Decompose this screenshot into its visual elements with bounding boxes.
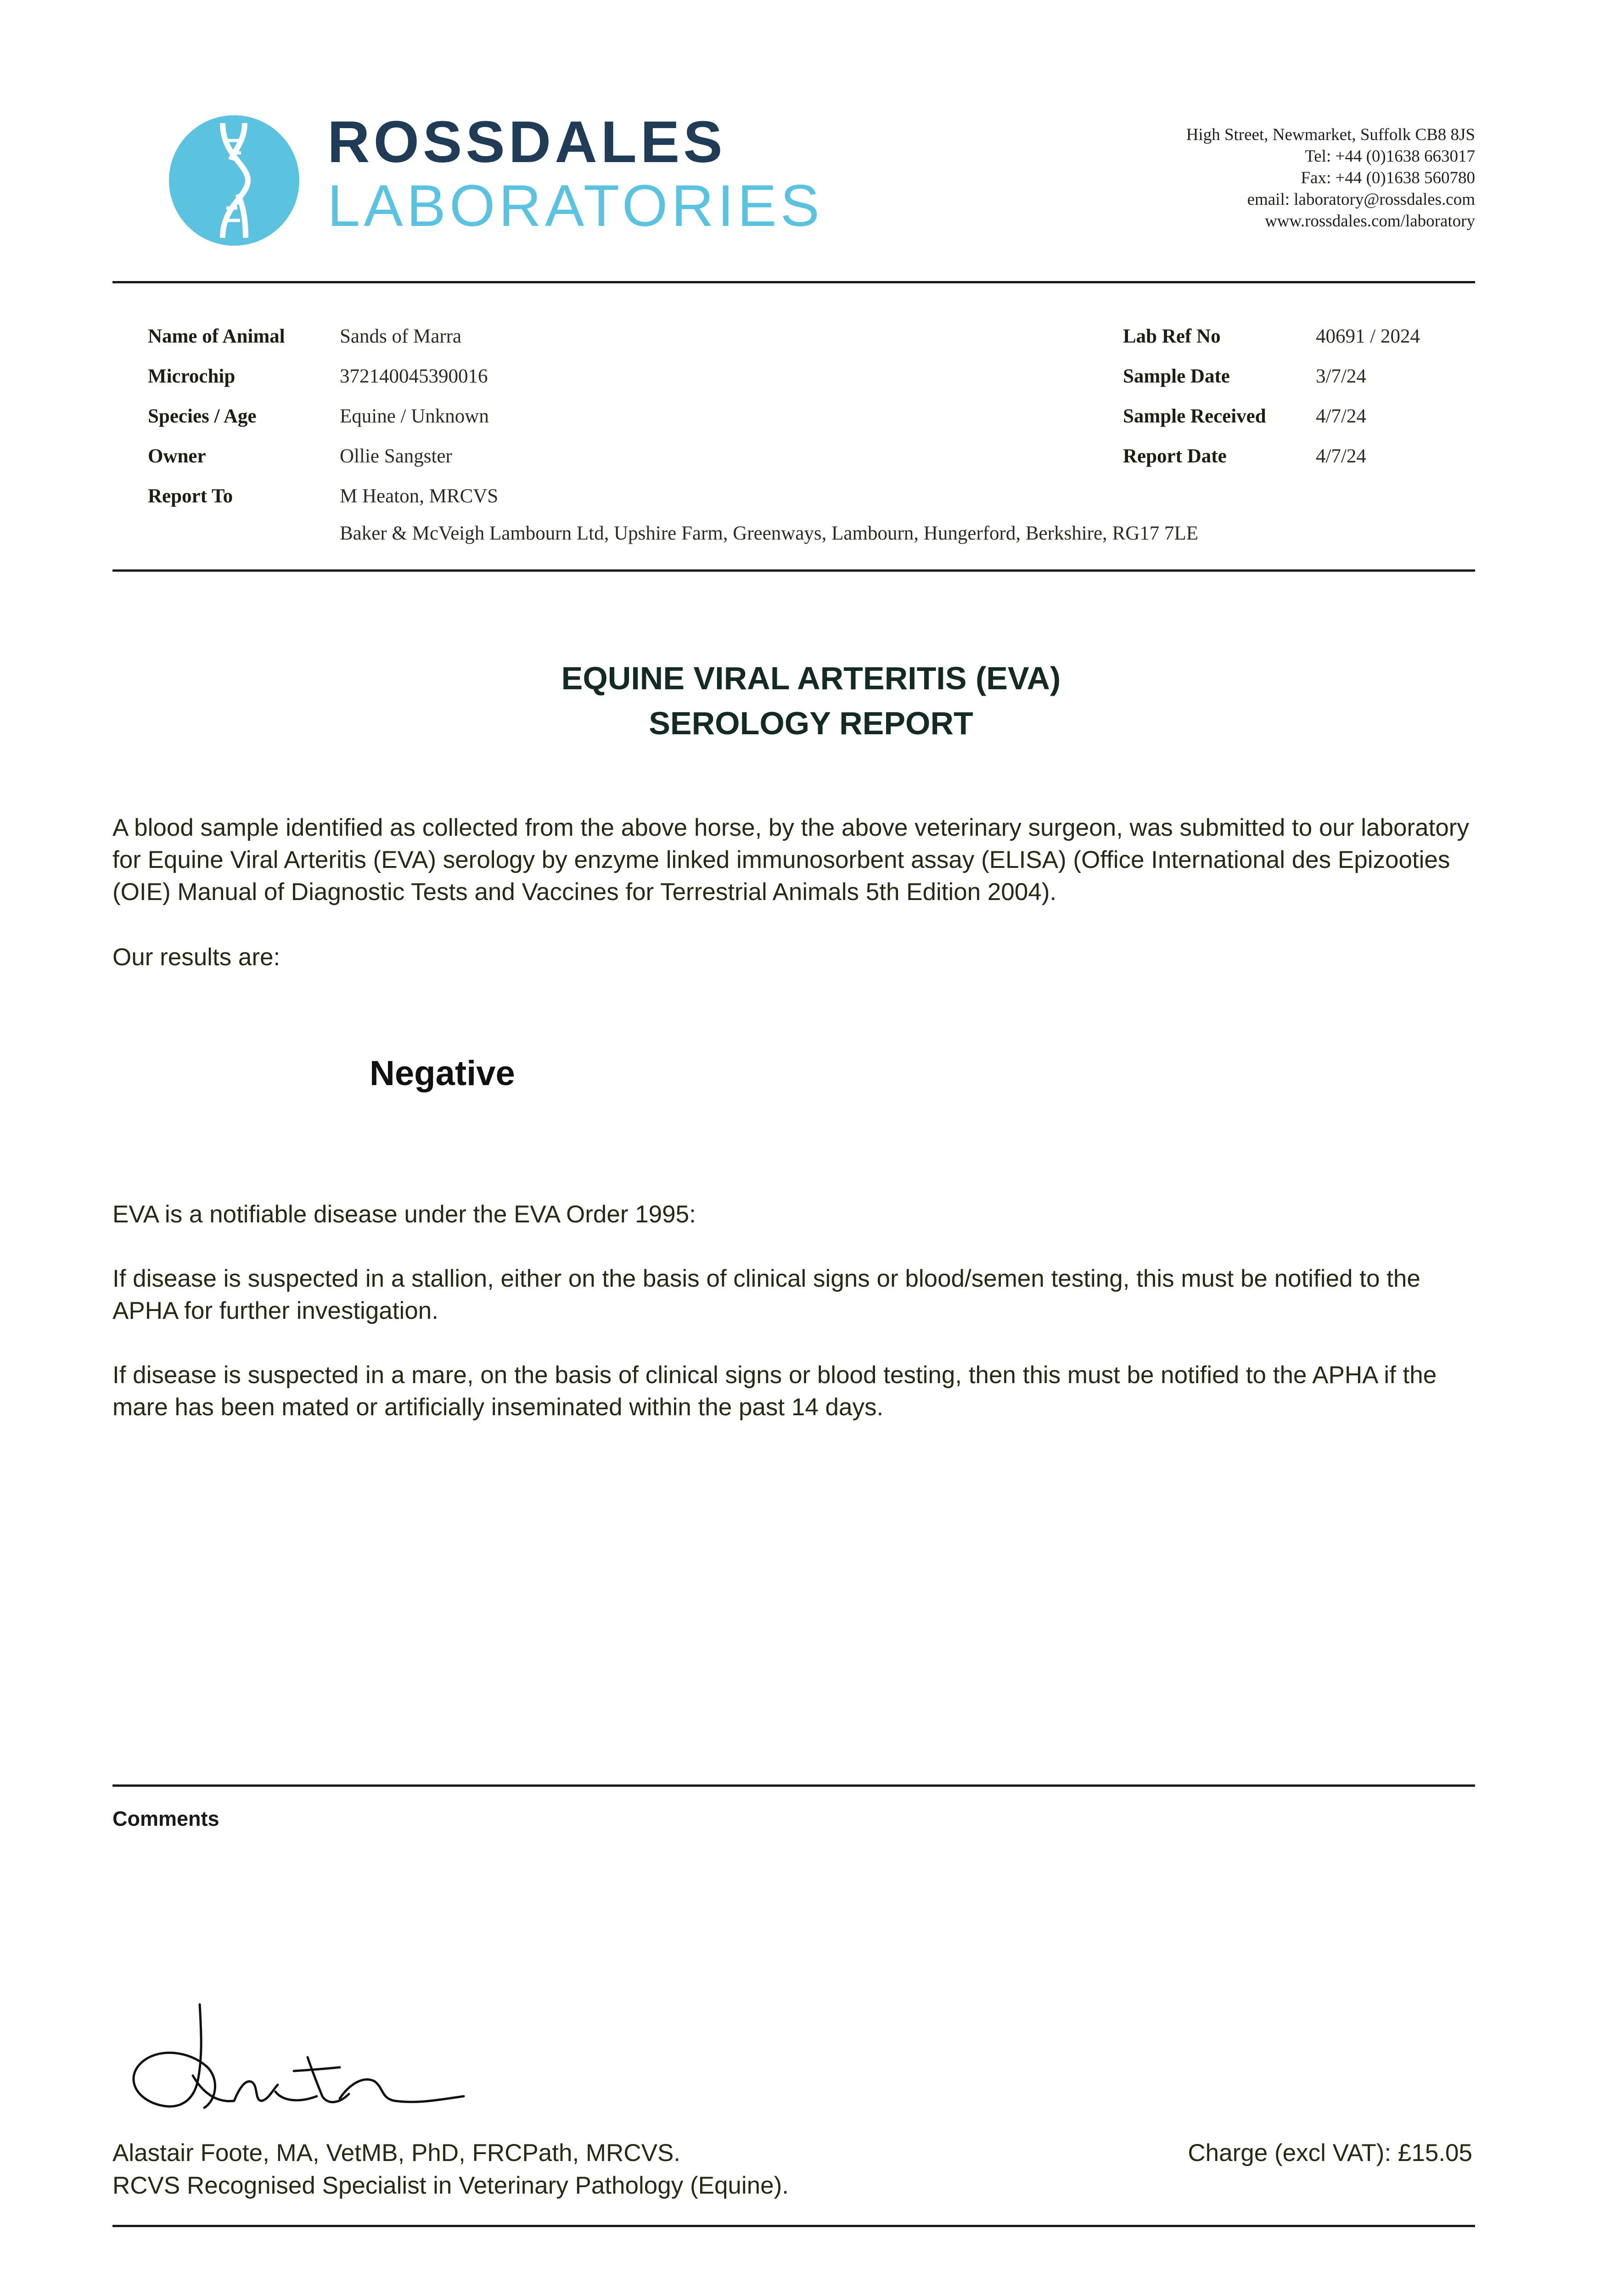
lab-name-line2: LABORATORIES <box>327 173 823 239</box>
lab-tel: Tel: +44 (0)1638 663017 <box>1305 147 1475 166</box>
comments-label: Comments <box>112 1807 219 1830</box>
owner-value: Ollie Sangster <box>340 445 452 467</box>
report-title-line1: EQUINE VIRAL ARTERITIS (EVA) <box>561 660 1061 696</box>
report-to-value: M Heaton, MRCVS <box>340 485 499 507</box>
report-to-address: Baker & McVeigh Lambourn Ltd, Upshire Farm, Greenways, Lambourn, Hungerford, Berkshire, RG17 7LE <box>340 523 1199 544</box>
intro-paragraph: A blood sample identified as collected from the above horse, by the above veterinary surgeon, was submitted to our laboratory for Equine Viral Arteritis (EVA) serology by enzyme linked immunosorbent assay (ELISA) (Office International des Epizooties (OIE) Manual of Diagnostic Tests and Vaccines for Terrestrial Animals 5th Edition 2004). <box>112 814 1469 906</box>
footer-divider <box>112 2225 1475 2227</box>
species-age-label: Species / Age <box>148 405 257 427</box>
lab-email: email: laboratory@rossdales.com <box>1247 190 1475 209</box>
result-value: Negative <box>370 1054 515 1093</box>
signature <box>124 2002 473 2117</box>
stallion-notice: If disease is suspected in a stallion, either on the basis of clinical signs or blood/semen testing, this must be notified to the APHA for further investigation. <box>112 1265 1420 1324</box>
report-date-label: Report Date <box>1123 445 1227 467</box>
lab-ref-value: 40691 / 2024 <box>1316 326 1420 347</box>
contact-block <box>1186 124 1475 232</box>
lab-address: High Street, Newmarket, Suffolk CB8 8JS <box>1186 125 1475 144</box>
microchip-value: 372140045390016 <box>340 366 488 387</box>
info-divider <box>112 569 1475 572</box>
signatory-name: Alastair Foote, MA, VetMB, PhD, FRCPath, MRCVS. <box>112 2139 681 2167</box>
sample-received-label: Sample Received <box>1123 405 1266 427</box>
lab-fax: Fax: +44 (0)1638 560780 <box>1301 169 1475 187</box>
animal-name-value: Sands of Marra <box>340 326 462 347</box>
signatory-title: RCVS Recognised Specialist in Veterinary Pathology (Equine). <box>112 2172 789 2199</box>
report-title-line2: SEROLOGY REPORT <box>649 705 973 741</box>
results-intro: Our results are: <box>112 944 281 971</box>
sample-date-value: 3/7/24 <box>1316 366 1366 387</box>
lab-ref-label: Lab Ref No <box>1123 326 1221 347</box>
charge: Charge (excl VAT): £15.05 <box>1188 2139 1472 2167</box>
animal-name-label: Name of Animal <box>148 326 285 347</box>
report-to-label: Report To <box>148 485 233 507</box>
comments-divider <box>112 1784 1475 1787</box>
mare-notice: If disease is suspected in a mare, on the basis of clinical signs or blood testing, then this must be notified to the APHA if the mare has been mated or artificially inseminated within the past 14 days. <box>112 1362 1437 1421</box>
owner-label: Owner <box>148 445 206 467</box>
dna-helix-icon <box>168 114 301 247</box>
lab-name-line1: ROSSDALES <box>327 109 726 175</box>
report-date-value: 4/7/24 <box>1316 445 1366 467</box>
sample-received-value: 4/7/24 <box>1316 405 1366 427</box>
species-age-value: Equine / Unknown <box>340 405 489 427</box>
lab-website: www.rossdales.com/laboratory <box>1265 212 1475 231</box>
notifiable-heading: EVA is a notifiable disease under the EVA Order 1995: <box>112 1201 696 1228</box>
microchip-label: Microchip <box>148 366 236 387</box>
sample-date-label: Sample Date <box>1123 366 1230 387</box>
header-divider <box>112 281 1475 283</box>
